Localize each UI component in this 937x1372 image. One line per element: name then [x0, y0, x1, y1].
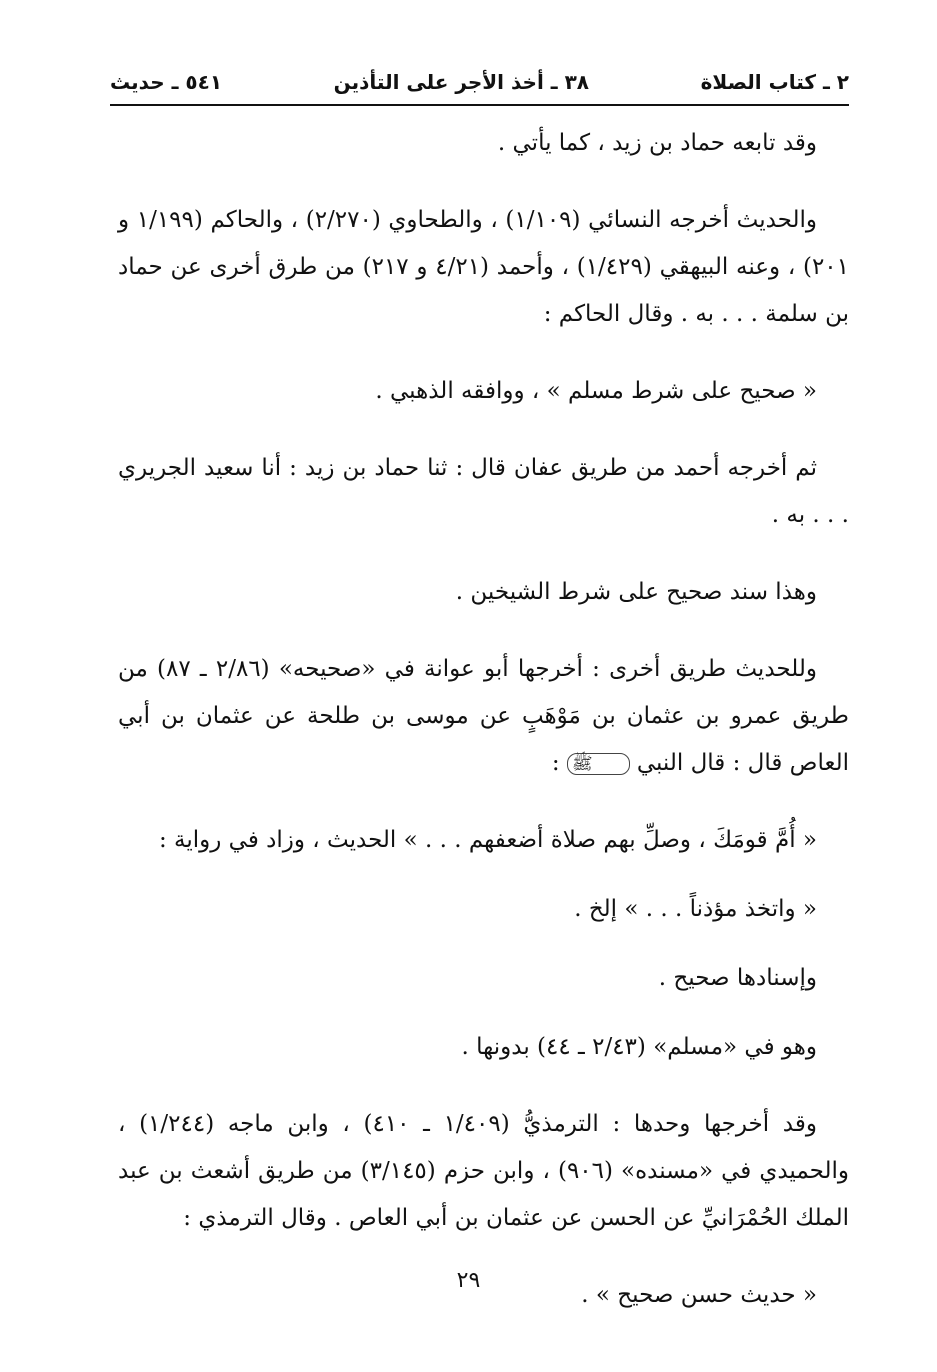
- paragraph-5-text: وللحديث طريق أخرى : أخرجها أبو عوانة في «صحيحه» (٢/٨٦ ـ ٨٧) من طريق عمرو بن عثمان بن مَوْهَبٍ عن موسى بن طلحة عن عثمان بن أبي العاص قال : قال النبي: [118, 656, 849, 776]
- quote-1: « صحيح على شرط مسلم » ، ووافقه الذهبي .: [375, 378, 817, 404]
- salla-symbol-icon: ﷺ: [567, 753, 630, 775]
- paragraph-1: وقد تابعه حماد بن زيد ، كما يأتي .: [497, 130, 817, 156]
- page-number: ٢٩: [456, 1268, 481, 1293]
- paragraph-5: [118, 646, 849, 787]
- quote-4: « حديث حسن صحيح » .: [581, 1282, 817, 1308]
- paragraph-4: وهذا سند صحيح على شرط الشيخين .: [455, 579, 817, 605]
- quote-2: « أُمَّ قومَكَ ، وصلِّ بهم صلاة أضعفهم . . . » الحديث ، وزاد في رواية :: [158, 827, 817, 853]
- paragraph-5-colon: :: [551, 750, 560, 776]
- paragraph-7: وهو في «مسلم» (٢/٤٣ ـ ٤٤) بدونها .: [461, 1034, 817, 1060]
- quote-3: « واتخذ مؤذناً . . . » إلخ .: [574, 896, 817, 922]
- paragraph-2: والحديث أخرجه النسائي (١/١٠٩) ، والطحاوي (٢/٢٧٠) ، والحاكم (١/١٩٩ و ٢٠١) ، وعنه البيهقي (١/٤٢٩) ، وأحمد (٤/٢١ و ٢١٧) من طرق أخرى عن حماد بن سلمة . . . به . وقال الحاكم :: [118, 207, 850, 327]
- paragraph-3: ثم أخرجه أحمد من طريق عفان قال : ثنا حماد بن زيد : أنا سعيد الجريري . . . به .: [118, 455, 849, 528]
- section-title: ٣٨ ـ أخذ الأجر على التأذين: [333, 70, 589, 94]
- paragraph-6: وإسنادها صحيح .: [658, 965, 817, 991]
- running-header: [110, 62, 849, 102]
- hadith-number: ٥٤١ ـ حديث: [110, 70, 223, 94]
- chapter-title: ٢ ـ كتاب الصلاة: [700, 70, 849, 94]
- header-divider: [110, 104, 849, 106]
- main-text: [118, 120, 849, 1349]
- paragraph-8: وقد أخرجها وحدها : الترمذيُّ (١/٤٠٩ ـ ٤١٠) ، وابن ماجه (١/٢٤٤) ، والحميدي في «مسنده» (٩٠٦) ، وابن حزم (٣/١٤٥) من طريق أشعث بن عبد الملك الحُمْرَانيِّ عن الحسن عن عثمان بن أبي العاص . وقال الترمذي :: [118, 1111, 849, 1231]
